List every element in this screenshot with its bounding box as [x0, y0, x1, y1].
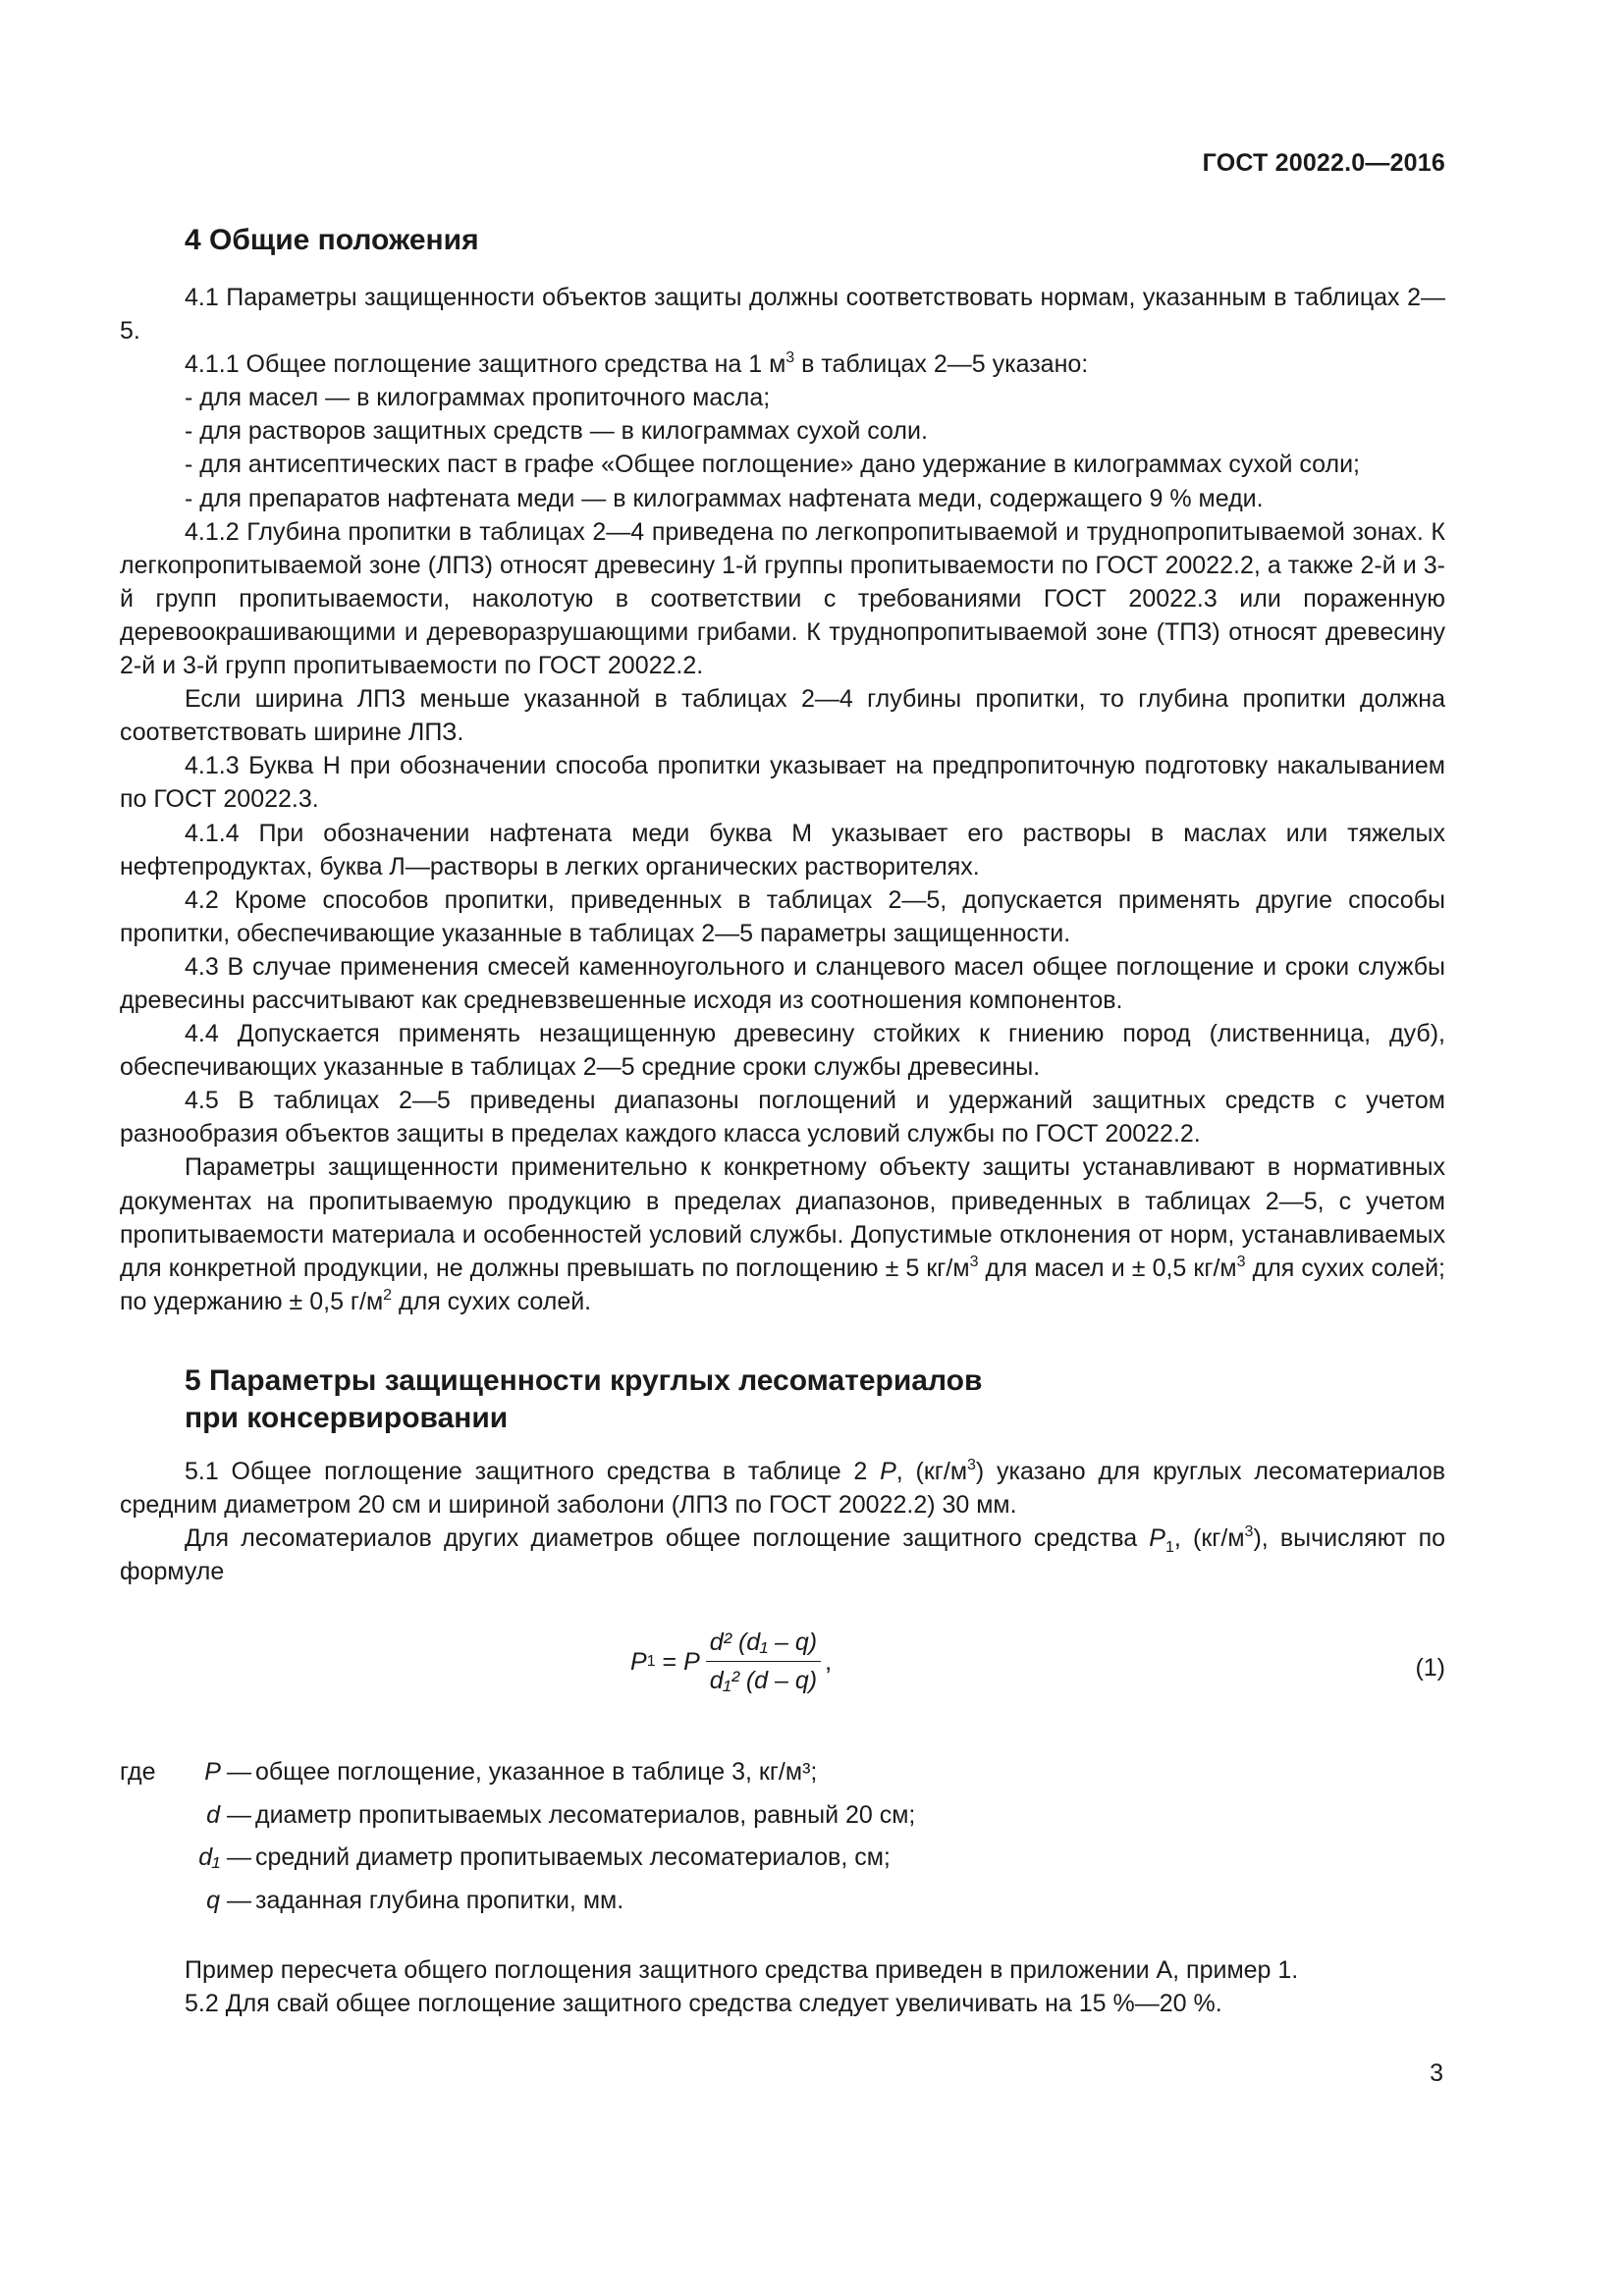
variable: P — [1149, 1524, 1165, 1553]
text: 4.1.1 Общее поглощение защитного средства на 1 м — [185, 350, 786, 379]
superscript: 3 — [1236, 1253, 1246, 1270]
superscript: 3 — [785, 349, 795, 367]
where-symbol: d — — [206, 1800, 251, 1829]
where-definition: заданная глубина пропитки, мм. — [255, 1886, 624, 1914]
where-symbol: q — — [206, 1886, 251, 1914]
paragraph-4-4: 4.4 Допускается применять незащищенную древесину стойких к гниению пород (лиственница, дуб), обеспечивающих указанные в таблицах 2—5 средние сроки службы древесины. — [120, 1020, 1445, 1082]
where-symbol: P — — [204, 1758, 251, 1787]
text: ) указано для круглых лесоматериалов средним диаметром 20 см и шириной заболони (ЛПЗ по ГОСТ 20022.2) 30 мм. — [120, 1457, 1446, 1519]
page-body — [120, 222, 1445, 2020]
where-definition: средний диаметр пропитываемых лесоматериалов, см; — [255, 1843, 891, 1872]
where-row — [120, 1884, 1445, 1927]
where-definition: диаметр пропитываемых лесоматериалов, равный 20 см; — [255, 1800, 916, 1829]
document-code: ГОСТ 20022.0—2016 — [1202, 149, 1445, 177]
paragraph-4-1-1 — [120, 347, 1445, 381]
text: ), вычисляют по формуле — [120, 1524, 1446, 1586]
text: для сухих солей. — [392, 1287, 592, 1315]
paragraph-4-1-3: 4.1.3 Буква Н при обозначении способа пропитки указывает на предпропиточную подготовку накалыванием по ГОСТ 20022.3. — [120, 752, 1445, 814]
text: , (кг/м — [895, 1457, 968, 1485]
formula-fraction — [706, 1628, 821, 1695]
text: Для лесоматериалов других диаметров общее поглощение защитного средства — [185, 1524, 1150, 1553]
variable: P — [880, 1457, 896, 1485]
where-row — [120, 1841, 1445, 1884]
formula-equals: = — [655, 1647, 684, 1676]
superscript: 3 — [1244, 1523, 1254, 1541]
list-item-naphthenate: - для препаратов нафтената меди — в килограммах нафтената меди, содержащего 9 % меди. — [185, 484, 1264, 512]
paragraph-lpz-width: Если ширина ЛПЗ меньше указанной в таблицах 2—4 глубины пропитки, то глубина пропитки должна соответствовать ширине ЛПЗ. — [120, 685, 1445, 747]
title-line: при консервировании — [185, 1401, 509, 1434]
where-row — [120, 1798, 1445, 1842]
paragraph-4-1: 4.1 Параметры защищенности объектов защиты должны соответствовать нормам, указанным в таблицах 2—5. — [120, 284, 1445, 346]
paragraph-5-2: 5.2 Для свай общее поглощение защитного средства следует увеличивать на 15 %—20 %. — [185, 1990, 1222, 2018]
title-line: 5 Параметры защищенности круглых лесоматериалов — [185, 1363, 983, 1397]
formula: P 1 = P $\frac{\text{d² (d₁ – q)}}{\text{d₁² (d – q)}}$ , — [630, 1629, 833, 1695]
section-5-title — [185, 1362, 1445, 1437]
formula-trailing-comma: , — [825, 1647, 833, 1676]
list-item-pastes: - для антисептических паст в графе «Общее поглощение» дано удержание в килограммах сухой соли; — [185, 451, 1360, 479]
text: Параметры защищенности применительно к конкретному объекту защиты устанавливают в нормативных документах на пропитываемую продукцию в пределах диапазонов, приведенных в таблицах 2—5, с учетом пропитываемости материала и особенностей условий службы. Допустимые отклонения от норм, устанавливаемых для конкретной продукции, не должны превышать по поглощению ± 5 кг/м — [120, 1153, 1445, 1282]
text: в таблицах 2—5 указано: — [794, 350, 1089, 379]
paragraph-4-1-2: 4.1.2 Глубина пропитки в таблицах 2—4 приведена по легкопропитываемой и труднопропитываемой зонах. К легкопропитываемой зоне (ЛПЗ) относят древесину 1-й группы пропитываемости по ГОСТ 20022.2, а также 2-й и 3-й групп пропитываемости, наколотую в соответствии с требованиями ГОСТ 20022.3 или пораженную деревоокрашивающими и дереворазрушающими грибами. К труднопропитываемой зоне (ТПЗ) относят древесину 2-й и 3-й групп пропитываемости по ГОСТ 20022.2. — [120, 517, 1445, 680]
list-item-oils: - для масел — в килограммах пропиточного масла; — [185, 384, 771, 412]
paragraph-4-5: 4.5 В таблицах 2—5 приведены диапазоны поглощений и удержаний защитных средств с учетом разнообразия объектов защиты в пределах каждого класса условий службы по ГОСТ 20022.2. — [120, 1087, 1445, 1148]
where-label: где — [120, 1758, 156, 1787]
paragraph-formula-intro — [120, 1522, 1445, 1588]
paragraph-4-3: 4.3 В случае применения смесей каменноугольного и сланцевого масел общее поглощение и сроки службы древесины рассчитывают как средневзвешенные исходя из соотношения компонентов. — [120, 952, 1445, 1014]
equation-number: (1) — [1415, 1654, 1445, 1682]
where-definition: общее поглощение, указанное в таблице 3, кг/м³; — [255, 1758, 818, 1787]
superscript: 3 — [969, 1253, 979, 1270]
list-item-solutions: - для растворов защитных средств — в килограммах сухой соли. — [185, 417, 928, 446]
text: для масел и ± 0,5 кг/м — [978, 1254, 1237, 1282]
paragraph-5-1 — [120, 1455, 1445, 1522]
section-5-closing — [120, 1953, 1445, 2020]
formula-numerator: d² (d₁ – q) — [706, 1628, 821, 1662]
paragraph-tolerances — [120, 1150, 1445, 1317]
text: для сухих солей; по удержанию ± 0,5 г/м — [120, 1254, 1445, 1315]
text: 5.1 Общее поглощение защитного средства в таблице 2 — [185, 1457, 881, 1485]
subscript: 1 — [1164, 1539, 1174, 1557]
superscript: 2 — [383, 1286, 393, 1304]
superscript: 3 — [967, 1456, 976, 1473]
where-symbol: d₁ — — [198, 1843, 251, 1872]
formula-block — [120, 1616, 1445, 1734]
where-row — [120, 1755, 1445, 1798]
formula-lhs-var: P — [630, 1647, 647, 1676]
paragraph-4-2: 4.2 Кроме способов пропитки, приведенных в таблицах 2—5, допускается применять другие способы пропитки, обеспечивающие указанные в таблицах 2—5 параметры защищенности. — [120, 885, 1445, 947]
page-number: 3 — [1430, 2059, 1443, 2087]
paragraph-4-1-4: 4.1.4 При обозначении нафтената меди буква М указывает его растворы в маслах или тяжелых нефтепродуктах, буква Л—растворы в легких органических растворителях. — [120, 819, 1445, 881]
text: , (кг/м — [1173, 1524, 1245, 1553]
formula-rhs-var: P — [683, 1647, 700, 1676]
section-4-title: 4 Общие положения — [185, 224, 479, 256]
where-list — [120, 1755, 1445, 1926]
paragraph-example-note: Пример пересчета общего поглощения защитного средства приведен в приложении А, пример 1. — [185, 1956, 1299, 1985]
formula-denominator: d₁² (d – q) — [709, 1667, 818, 1695]
